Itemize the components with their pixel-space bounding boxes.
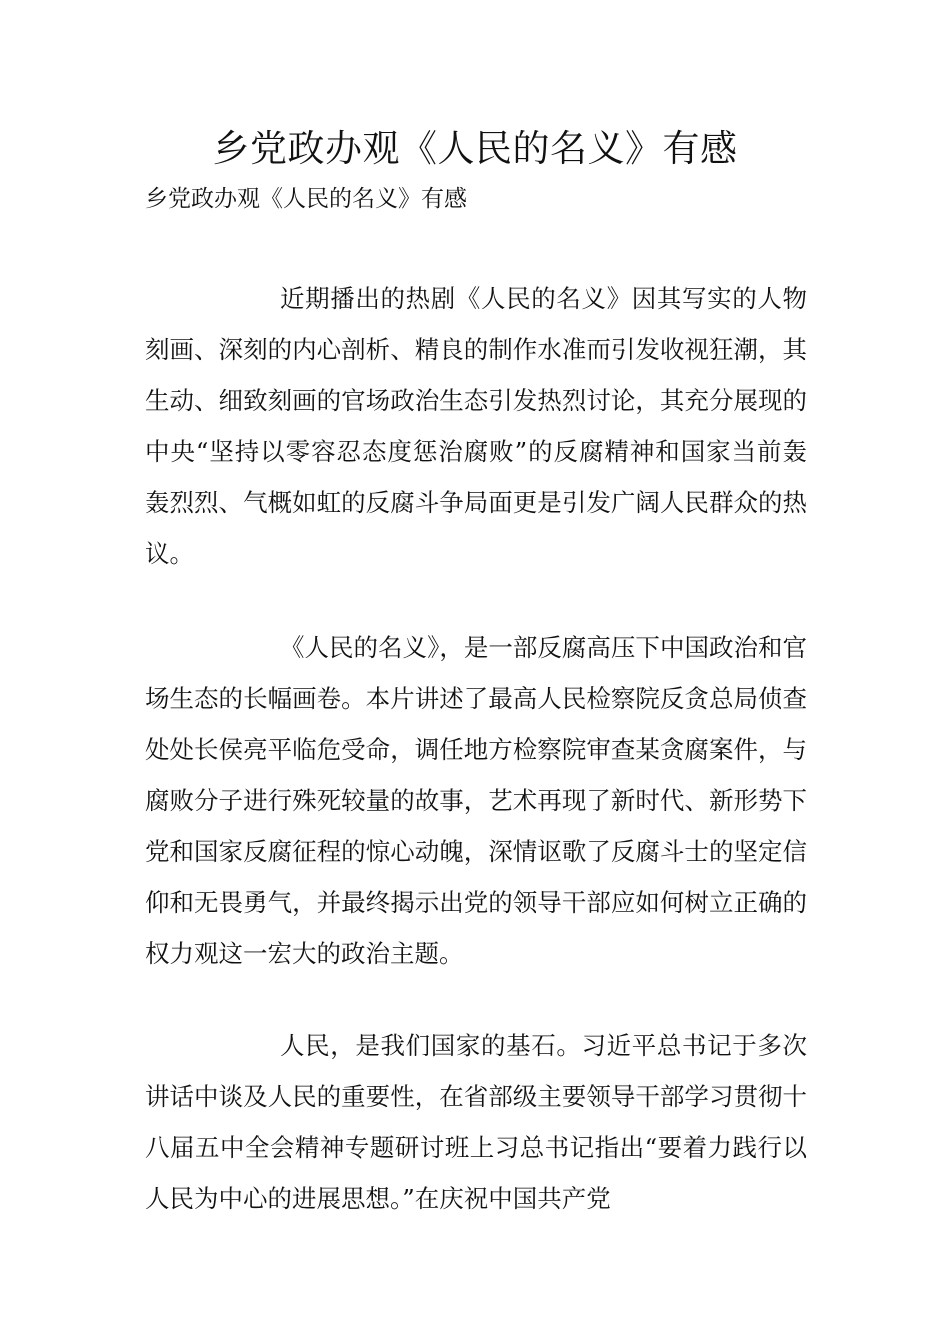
paragraph-1: 近期播出的热剧《人民的名义》因其写实的人物刻画、深刻的内心剖析、精良的制作水准而引发收视狂潮，其生动、细致刻画的官场政治生态引发热烈讨论，其充分展现的中央“坚持以零容忍态度惩治腐败”的反腐精神和国家当前轰轰烈烈、气概如虹的反腐斗争局面更是引发广阔人民群众的热议。 <box>145 284 807 568</box>
document-subtitle: 乡党政办观《人民的名义》有感 <box>145 186 467 212</box>
document-title: 乡党政办观《人民的名义》有感 <box>212 127 738 170</box>
paragraph-2: 《人民的名义》，是一部反腐高压下中国政治和官场生态的长幅画卷。本片讲述了最高人民检察院反贪总局侦查处处长侯亮平临危受命，调任地方检察院审查某贪腐案件，与腐败分子进行殊死较量的故事，艺术再现了新时代、新形势下党和国家反腐征程的惊心动魄，深情讴歌了反腐斗士的坚定信仰和无畏勇气，并最终揭示出党的领导干部应如何树立正确的权力观这一宏大的政治主题。 <box>145 633 807 968</box>
paragraph-3: 人民，是我们国家的基石。习近平总书记于多次讲话中谈及人民的重要性，在省部级主要领导干部学习贯彻十八届五中全会精神专题研讨班上习总书记指出“要着力践行以人民为中心的进展思想。”在庆祝中国共产党 <box>145 1031 807 1213</box>
